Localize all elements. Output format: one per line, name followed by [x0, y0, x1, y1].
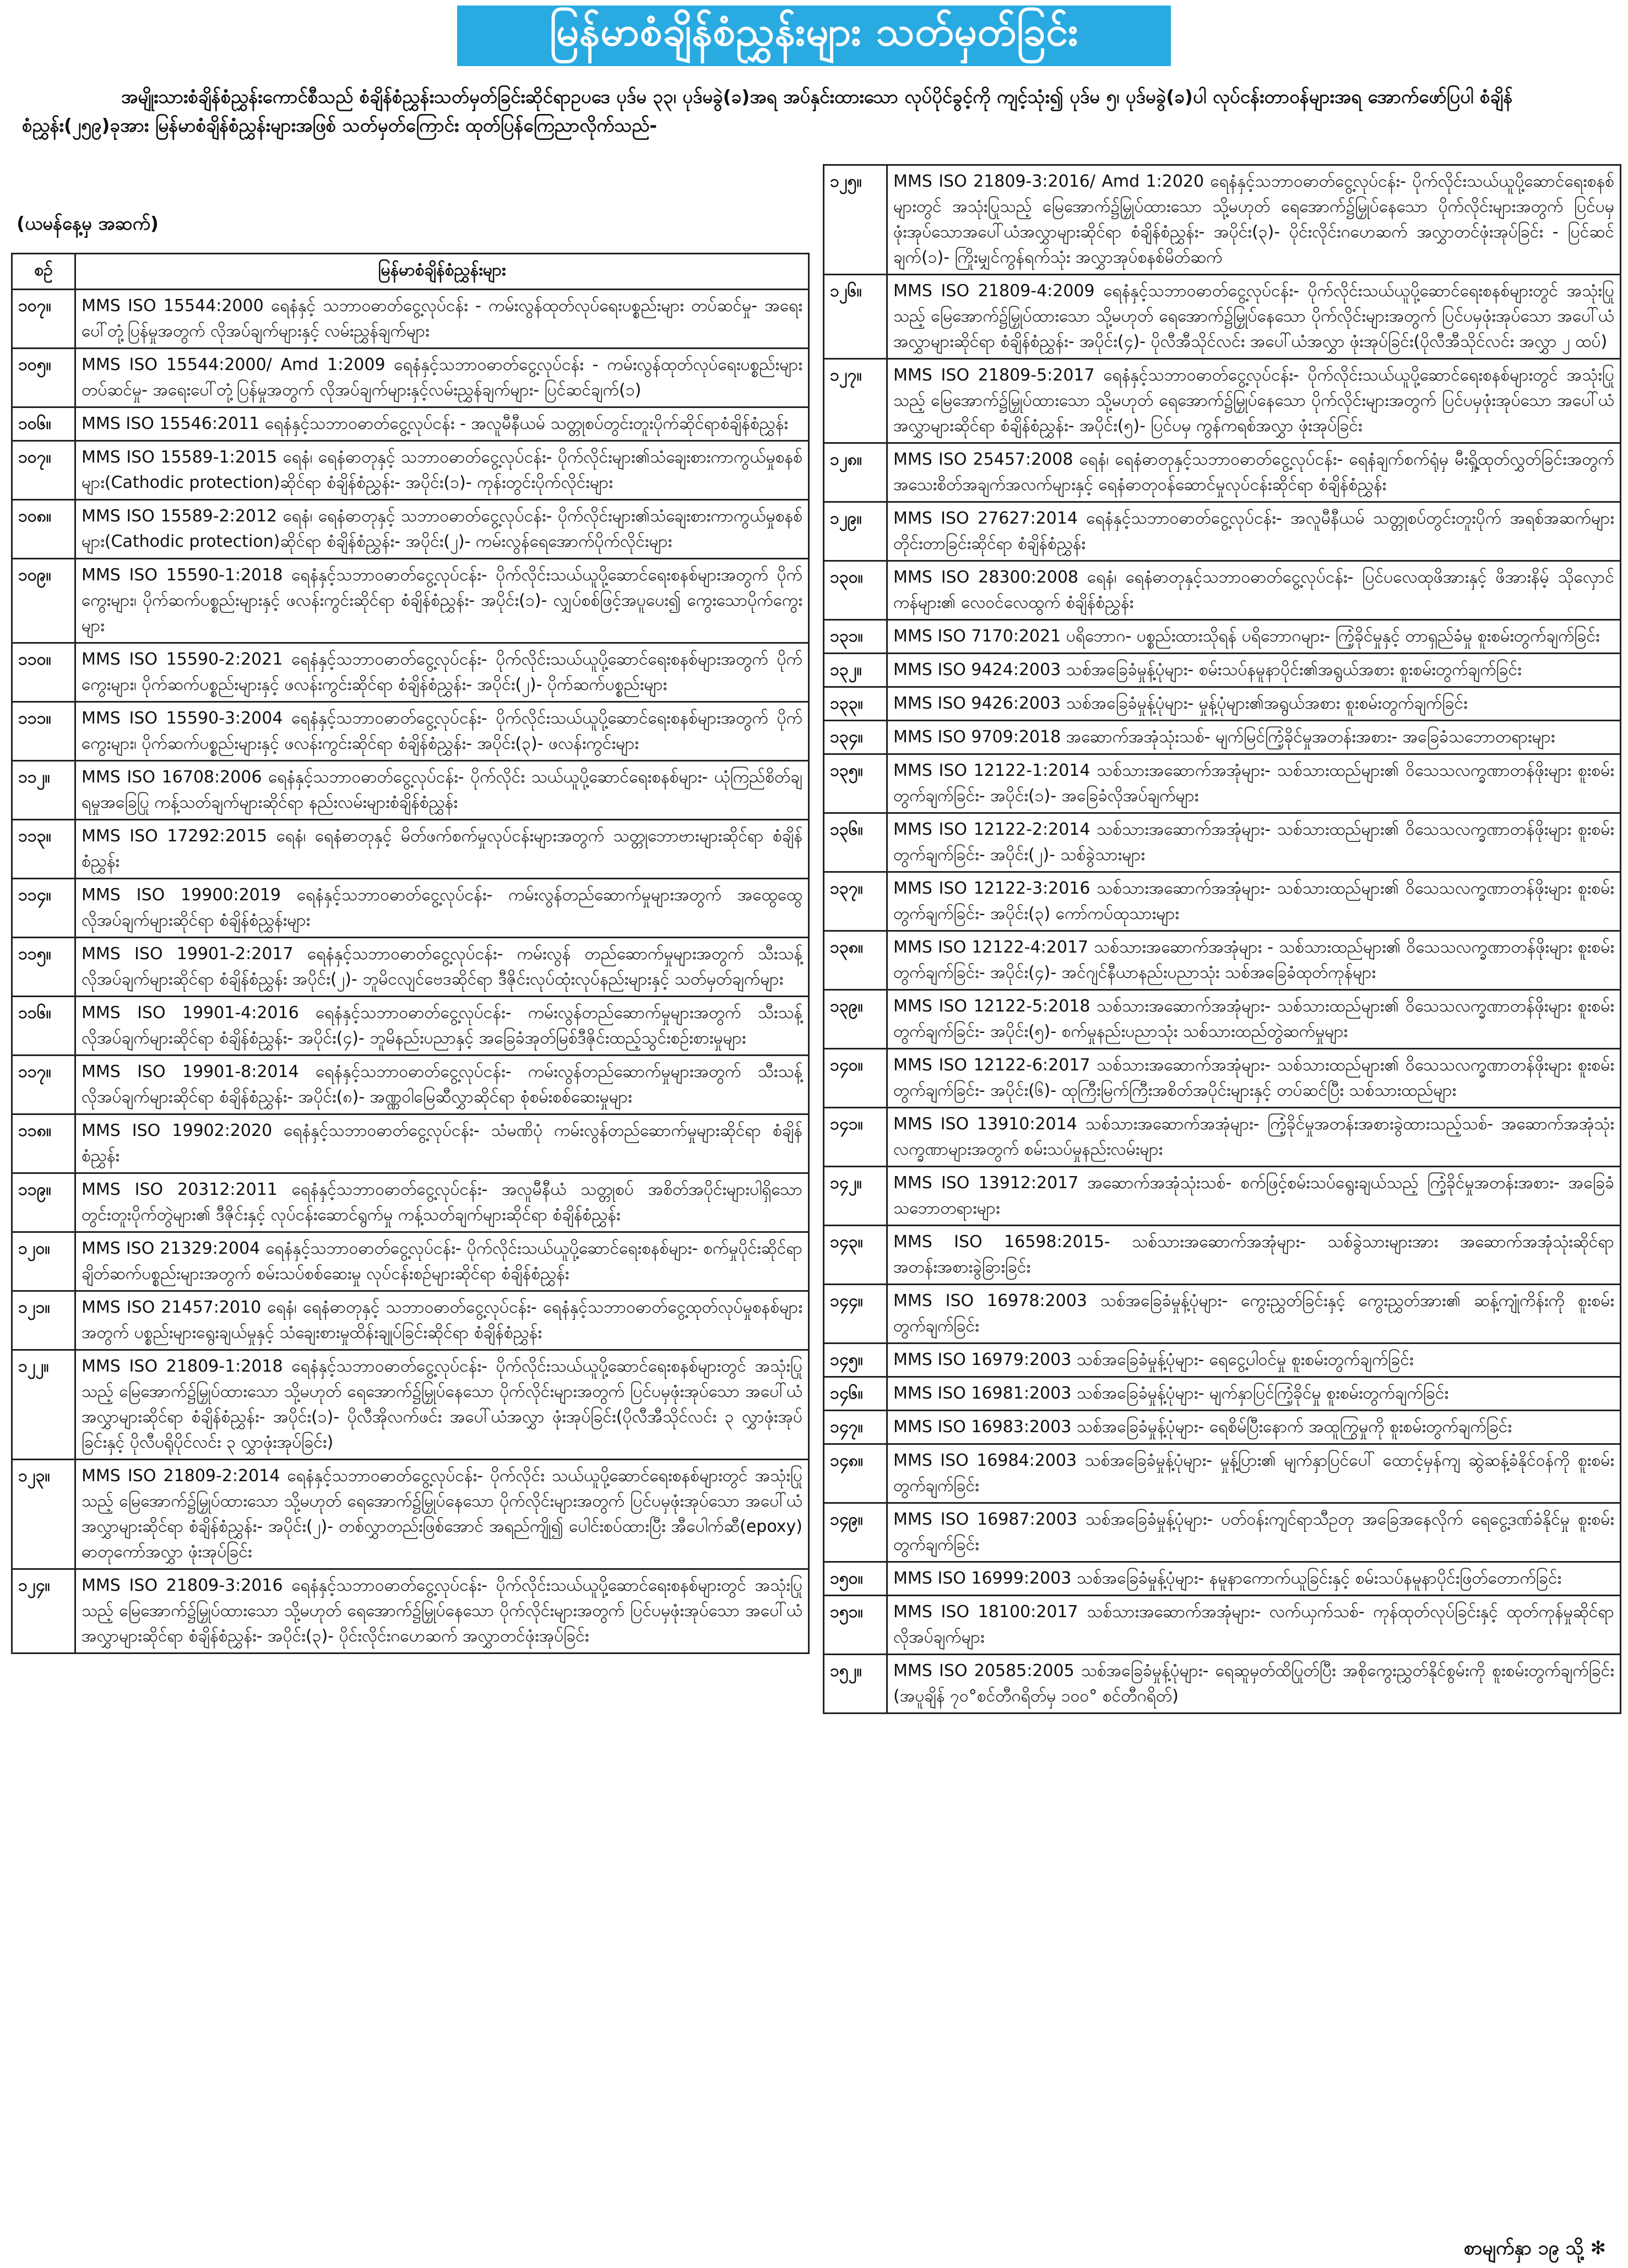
table-row	[824, 275, 1621, 359]
row-number: ၁၁၇။	[12, 1056, 75, 1114]
row-number: ၁၂၃။	[12, 1460, 75, 1569]
standard-title: MMS ISO 19900:2019 ရေနံနှင့်သဘာဝဓာတ်ငွေ့လုပ်ငန်း- ကမ်းလွန်တည်ဆောက်မှုများအတွက် အထွေထွေလိုအပ်ချက်များဆိုင်ရာ စံချိန်စံညွှန်းများ	[75, 879, 809, 938]
continued-page-note: စာမျက်နှာ ၁၉ သို့ ✻	[1464, 2237, 1606, 2259]
table-row	[12, 879, 809, 938]
table-row	[12, 1569, 809, 1654]
standard-title: MMS ISO 15546:2011 ရေနံနှင့်သဘာဝဓာတ်ငွေ့လုပ်ငန်း - အလူမီနီယမ် သတ္တုစပ်တွင်းတူးပိုက်ဆိုင်ရာစံချိန်စံညွှန်း	[75, 407, 809, 441]
standard-title: MMS ISO 16987:2003 သစ်အခြေခံမှုန့်ပုံများ- ပတ်ဝန်းကျင်ရာသီဥတု အခြေအနေလိုက် ရေငွေ့ဒဏ်ခံနိုင်မှု စူးစမ်းတွက်ချက်ခြင်း	[887, 1503, 1621, 1562]
table-row	[824, 1596, 1621, 1655]
row-number: ၁၄၈။	[824, 1444, 887, 1503]
row-number: ၁၄၂။	[824, 1167, 887, 1226]
table-row	[12, 559, 809, 643]
table-row	[824, 754, 1621, 813]
row-number: ၁၂၉။	[824, 502, 887, 561]
standard-title: MMS ISO 16979:2003 သစ်အခြေခံမှုန့်ပုံများ- ရေငွေ့ပါဝင်မှု စူးစမ်းတွက်ချက်ခြင်း	[887, 1344, 1621, 1377]
standard-title: MMS ISO 27627:2014 ရေနံနှင့်သဘာဝဓာတ်ငွေ့လုပ်ငန်း- အလူမီနီယမ် သတ္တုစပ်တွင်းတူးပိုက် အရစ်အဆက်များ တိုင်းတာခြင်းဆိုင်ရာ စံချိန်စံညွှန်း	[887, 502, 1621, 561]
table-row	[12, 1114, 809, 1173]
row-number: ၁၂၁။	[12, 1291, 75, 1350]
table-row	[824, 1377, 1621, 1411]
table-row	[12, 997, 809, 1056]
standard-title: MMS ISO 19901-8:2014 ရေနံနှင့်သဘာဝဓာတ်ငွေ့လုပ်ငန်း- ကမ်းလွန်တည်ဆောက်မှုများအတွက် သီးသန့်လိုအပ်ချက်များဆိုင်ရာ စံချိန်စံညွှန်း- အပိုင်း(၈)- အဏ္ဏဝါမြေဆီလွှာဆိုင်ရာ စုံစမ်းစစ်ဆေးမှုများ	[75, 1056, 809, 1114]
standard-title: MMS ISO 25457:2008 ရေနံ၊ ရေနံဓာတုနှင့်သဘာဝဓာတ်ငွေ့လုပ်ငန်း- ရေနံချက်စက်ရုံမှ မီးရှို့ထုတ်လွှတ်ခြင်းအတွက် အသေးစိတ်အချက်အလက်များနှင့် ရေနံဓာတုဝန်ဆောင်မှုလုပ်ငန်းဆိုင်ရာ စံချိန်စံညွှန်း	[887, 443, 1621, 502]
standard-title: MMS ISO 16999:2003 သစ်အခြေခံမှုန့်ပုံများ- နမူနာကောက်ယူခြင်းနှင့် စမ်းသပ်နမူနာပိုင်းဖြတ်တောက်ခြင်း	[887, 1562, 1621, 1596]
table-row	[12, 1056, 809, 1114]
table-row	[824, 654, 1621, 687]
row-number: ၁၀၆။	[12, 407, 75, 441]
header-no: စဉ်	[12, 254, 75, 290]
table-row	[824, 1108, 1621, 1167]
standard-title: MMS ISO 21809-4:2009 ရေနံနှင့်သဘာဝဓာတ်ငွေ့လုပ်ငန်း- ပိုက်လိုင်းသယ်ယူပို့ဆောင်ရေးစနစ်များတွင် အသုံးပြုသည့် မြေအောက်၌မြှုပ်ထားသော သို့မဟုတ် ရေအောက်၌မြှုပ်နေသော ပိုက်လိုင်းများအတွက် ပြင်ပမှဖုံးအုပ်သော အပေါ်ယံအလွှာများဆိုင်ရာ စံချိန်စံညွှန်း- အပိုင်း(၄)- ပိုလီအီသိုင်လင်း အပေါ်ယံအလွှာ ဖုံးအုပ်ခြင်း(ပိုလီအီသိုင်လင်း အလွှာ ၂ ထပ်)	[887, 275, 1621, 359]
table-row	[824, 359, 1621, 443]
row-number: ၁၁၃။	[12, 820, 75, 879]
row-number: ၁၁၅။	[12, 938, 75, 997]
row-number: ၁၀၇။	[12, 441, 75, 500]
row-number: ၁၀၉။	[12, 559, 75, 643]
standard-title: MMS ISO 21809-3:2016 ရေနံနှင့်သဘာဝဓာတ်ငွေ့လုပ်ငန်း- ပိုက်လိုင်းသယ်ယူပို့ဆောင်ရေးစနစ်များတွင် အသုံးပြုသည့် မြေအောက်၌မြှုပ်ထားသော သို့မဟုတ် ရေအောက်၌မြှုပ်နေသော ပိုက်လိုင်းများအတွက် ပြင်ပမှဖုံးအုပ်သော အပေါ်ယံအလွှာများဆိုင်ရာ စံချိန်စံညွှန်း- အပိုင်း(၃)- ပိုင်းလိုင်းဂဟေဆက် အလွှာတင်ဖုံးအုပ်ခြင်း	[75, 1569, 809, 1654]
table-row	[12, 500, 809, 559]
row-number: ၁၃၄။	[824, 721, 887, 754]
row-number: ၁၃၀။	[824, 561, 887, 620]
row-number: ၁၃၈။	[824, 931, 887, 990]
standard-title: MMS ISO 16708:2006 ရေနံနှင့်သဘာဝဓာတ်ငွေ့လုပ်ငန်း- ပိုက်လိုင်း သယ်ယူပို့ဆောင်ရေးစနစ်များ- ယုံကြည်စိတ်ချရမှုအခြေပြု ကန့်သတ်ချက်များဆိုင်ရာ နည်းလမ်းများစံချိန်စံညွှန်း	[75, 761, 809, 820]
table-row	[824, 1049, 1621, 1108]
row-number: ၁၀၇။	[12, 290, 75, 349]
standard-title: MMS ISO 15590-1:2018 ရေနံနှင့်သဘာဝဓာတ်ငွေ့လုပ်ငန်း- ပိုက်လိုင်းသယ်ယူပို့ဆောင်ရေးစနစ်များအတွက် ပိုက်ကွေးများ၊ ပိုက်ဆက်ပစ္စည်းများနှင့် ဖလန်းကွင်းဆိုင်ရာ စံချိန်စံညွှန်း- အပိုင်း(၁)- လျှပ်စစ်ဖြင့်အပူပေး၍ ကွေးသောပိုက်ကွေးများ	[75, 559, 809, 643]
table-row	[824, 990, 1621, 1049]
row-number: ၁၅၀။	[824, 1562, 887, 1596]
table-row	[824, 1411, 1621, 1444]
row-number: ၁၁၄။	[12, 879, 75, 938]
row-number: ၁၄၇။	[824, 1411, 887, 1444]
row-number: ၁၀၈။	[12, 500, 75, 559]
standard-title: MMS ISO 9426:2003 သစ်အခြေခံမှုန့်ပုံများ- မှုန့်ပုံများ၏အရွယ်အစား စူးစမ်းတွက်ချက်ခြင်း	[887, 687, 1621, 721]
standard-title: MMS ISO 13912:2017 အဆောက်အအုံသုံးသစ်- စက်ဖြင့်စမ်းသပ်ရွေးချယ်သည့် ကြံ့ခိုင်မှုအတန်းအစား- အခြေခံသဘောတရားများ	[887, 1167, 1621, 1226]
standard-title: MMS ISO 28300:2008 ရေနံ၊ ရေနံဓာတုနှင့်သဘာဝဓာတ်ငွေ့လုပ်ငန်း- ပြင်ပလေထုဖိအားနှင့် ဖိအားနိမ့် သိုလှောင်ကန်များ၏ လေဝင်လေထွက် စံချိန်စံညွှန်း	[887, 561, 1621, 620]
table-row	[12, 938, 809, 997]
row-number: ၁၄၃။	[824, 1226, 887, 1285]
standard-title: MMS ISO 15544:2000 ရေနံနှင့် သဘာဝဓာတ်ငွေ့လုပ်ငန်း - ကမ်းလွန်ထုတ်လုပ်ရေးပစ္စည်းများ တပ်ဆင်မှု- အရေးပေါ်တုံ့ပြန်မှုအတွက် လိုအပ်ချက်များနှင့် လမ်းညွှန်ချက်များ	[75, 290, 809, 349]
table-row	[824, 1444, 1621, 1503]
standard-title: MMS ISO 12122-2:2014 သစ်သားအဆောက်အအုံများ- သစ်သားထည်များ၏ ဝိသေသလက္ခဏာတန်ဖိုးများ စူးစမ်းတွက်ချက်ခြင်း- အပိုင်း(၂)- သစ်ခွဲသားများ	[887, 813, 1621, 872]
standard-title: MMS ISO 13910:2014 သစ်သားအဆောက်အအုံများ- ကြံ့ခိုင်မှုအတန်းအစားခွဲထားသည့်သစ်- အဆောက်အအုံသုံး လက္ခဏာများအတွက် စမ်းသပ်မှုနည်းလမ်းများ	[887, 1108, 1621, 1167]
table-row	[12, 441, 809, 500]
standard-title: MMS ISO 15590-3:2004 ရေနံနှင့်သဘာဝဓာတ်ငွေ့လုပ်ငန်း- ပိုက်လိုင်းသယ်ယူပို့ဆောင်ရေးစနစ်များအတွက် ပိုက်ကွေးများ၊ ပိုက်ဆက်ပစ္စည်းများနှင့် ဖလန်းကွင်းဆိုင်ရာ စံချိန်စံညွှန်း- အပိုင်း(၃)- ဖလန်းကွင်းများ	[75, 702, 809, 761]
table-row	[824, 1655, 1621, 1714]
table-row	[824, 872, 1621, 931]
row-number: ၁၄၉။	[824, 1503, 887, 1562]
standard-title: MMS ISO 16978:2003 သစ်အခြေခံမှုန့်ပုံများ- ကွေးညွှတ်ခြင်းနှင့် ကွေးညွှတ်အား၏ ဆန့်ကျုံကိန်းကို စူးစမ်းတွက်ချက်ခြင်း	[887, 1285, 1621, 1344]
row-number: ၁၅၂။	[824, 1655, 887, 1714]
table-row	[12, 820, 809, 879]
standard-title: MMS ISO 12122-5:2018 သစ်သားအဆောက်အအုံများ- သစ်သားထည်များ၏ ဝိသေသလက္ခဏာတန်ဖိုးများ စူးစမ်းတွက်ချက်ခြင်း- အပိုင်း(၅)- စက်မှုနည်းပညာသုံး သစ်သားထည်တွဲဆက်မှုများ	[887, 990, 1621, 1049]
standards-table-right	[823, 164, 1621, 1714]
row-number: ၁၀၅။	[12, 349, 75, 407]
table-row	[12, 1291, 809, 1350]
table-row	[824, 687, 1621, 721]
table-row	[824, 721, 1621, 754]
standard-title: MMS ISO 16984:2003 သစ်အခြေခံမှုန့်ပုံများ- မှုန့်ပြား၏ မျက်နှာပြင်ပေါ် ထောင့်မှန်ကျ ဆွဲဆန့်ခံနိုင်ဝန်ကို စူးစမ်းတွက်ချက်ခြင်း	[887, 1444, 1621, 1503]
table-row	[12, 407, 809, 441]
standard-title: MMS ISO 9709:2018 အဆောက်အအုံသုံးသစ်- မျက်မြင်ကြံ့ခိုင်မှုအတန်းအစား- အခြေခံသဘောတရားများ	[887, 721, 1621, 754]
row-number: ၁၁၁။	[12, 702, 75, 761]
standard-title: MMS ISO 18100:2017 သစ်သားအဆောက်အအုံများ- လက်ယှက်သစ်- ကုန်ထုတ်လုပ်ခြင်းနှင့် ထုတ်ကုန်မှုဆိုင်ရာလိုအပ်ချက်များ	[887, 1596, 1621, 1655]
standard-title: MMS ISO 15589-2:2012 ရေနံ၊ ရေနံဓာတုနှင့် သဘာဝဓာတ်ငွေ့လုပ်ငန်း- ပိုက်လိုင်းများ၏သံချေးစားကာကွယ်မှုစနစ်များ(Cathodic protection)ဆိုင်ရာ စံချိန်စံညွှန်း- အပိုင်း(၂)- ကမ်းလွန်ရေအောက်ပိုက်လိုင်းများ	[75, 500, 809, 559]
row-number: ၁၅၁။	[824, 1596, 887, 1655]
standard-title: MMS ISO 19901-2:2017 ရေနံနှင့်သဘာဝဓာတ်ငွေ့လုပ်ငန်း- ကမ်းလွန် တည်ဆောက်မှုများအတွက် သီးသန့်လိုအပ်ချက်များဆိုင်ရာ စံချိန်စံညွှန်း အပိုင်း(၂)- ဘူမိငလျင်ဗေဒဆိုင်ရာ ဒီဇိုင်းလုပ်ထုံးလုပ်နည်းများနှင့် သတ်မှတ်ချက်များ	[75, 938, 809, 997]
standard-title: MMS ISO 21329:2004 ရေနံနှင့်သဘာဝဓာတ်ငွေ့လုပ်ငန်း- ပိုက်လိုင်းသယ်ယူပို့ဆောင်ရေးစနစ်များ- စက်မှုပိုင်းဆိုင်ရာ ချိတ်ဆက်ပစ္စည်းများအတွက် စမ်းသပ်စစ်ဆေးမှု လုပ်ငန်းစဉ်များဆိုင်ရာ စံချိန်စံညွှန်း	[75, 1232, 809, 1291]
row-number: ၁၃၆။	[824, 813, 887, 872]
standards-table-left	[11, 211, 810, 1654]
standard-title: MMS ISO 16598:2015- သစ်သားအဆောက်အအုံများ- သစ်ခွဲသားများအား အဆောက်အအုံသုံးဆိုင်ရာ အတန်းအစားခွဲခြားခြင်း	[887, 1226, 1621, 1285]
row-number: ၁၁၈။	[12, 1114, 75, 1173]
table-row	[12, 1460, 809, 1569]
row-number: ၁၄၀။	[824, 1049, 887, 1108]
header-name: မြန်မာစံချိန်စံညွှန်းများ	[75, 254, 809, 290]
row-number: ၁၃၅။	[824, 754, 887, 813]
row-number: ၁၃၇။	[824, 872, 887, 931]
standard-title: MMS ISO 9424:2003 သစ်အခြေခံမှုန့်ပုံများ- စမ်းသပ်နမူနာပိုင်း၏အရွယ်အစား စူးစမ်းတွက်ချက်ခြင်း	[887, 654, 1621, 687]
intro-paragraph: အမျိုးသားစံချိန်စံညွှန်းကောင်စီသည် စံချိန်စံညွှန်းသတ်မှတ်ခြင်းဆိုင်ရာဥပဒေ ပုဒ်မ ၃၃၊ ပုဒ်မခွဲ(ခ)အရ အပ်နှင်းထားသော လုပ်ပိုင်ခွင့်ကို ကျင့်သုံး၍ ပုဒ်မ ၅၊ ပုဒ်မခွဲ(ခ)ပါ လုပ်ငန်းတာဝန်များအရ အောက်ဖော်ပြပါ စံချိန်စံညွှန်း(၂၅၉)ခုအား မြန်မာစံချိန်စံညွှန်းများအဖြစ် သတ်မှတ်ကြောင်း ထုတ်ပြန်ကြေညာလိုက်သည်-	[22, 86, 1513, 136]
standard-title: MMS ISO 12122-3:2016 သစ်သားအဆောက်အအုံများ- သစ်သားထည်များ၏ ဝိသေသလက္ခဏာတန်ဖိုးများ စူးစမ်းတွက်ချက်ခြင်း- အပိုင်း(၃) ကော်ကပ်ထုသားများ	[887, 872, 1621, 931]
standard-title: MMS ISO 17292:2015 ရေနံ၊ ရေနံဓာတုနှင့် မိတ်ဖက်စက်မှုလုပ်ငန်းများအတွက် သတ္တုဘောဗားများဆိုင်ရာ စံချိန်စံညွှန်း	[75, 820, 809, 879]
table-row	[824, 1562, 1621, 1596]
table-row	[824, 1285, 1621, 1344]
standard-title: MMS ISO 21809-3:2016/ Amd 1:2020 ရေနံနှင့်သဘာဝဓာတ်ငွေ့လုပ်ငန်း- ပိုက်လိုင်းသယ်ယူပို့ဆောင်ရေးစနစ်များတွင် အသုံးပြုသည့် မြေအောက်၌မြှုပ်ထားသော သို့မဟုတ် ရေအောက်၌မြှုပ်နေသော ပိုက်လိုင်းများအတွက် ပြင်ပမှ ဖုံးအုပ်သောအပေါ်ယံအလွှာများဆိုင်ရာ စံချိန်စံညွှန်း- အပိုင်း(၃)- ပိုင်းလိုင်းဂဟေဆက် အလွှာတင်ဖုံးအုပ်ခြင်း - ပြင်ဆင်ချက်(၁)- ကြိုးမျှင်ကွန်ရက်သုံး အလွှာအုပ်စနစ်မိတ်ဆက်	[887, 165, 1621, 275]
row-number: ၁၂၄။	[12, 1569, 75, 1654]
table-row	[824, 813, 1621, 872]
standard-title: MMS ISO 15589-1:2015 ရေနံ၊ ရေနံဓာတုနှင့် သဘာဝဓာတ်ငွေ့လုပ်ငန်း- ပိုက်လိုင်းများ၏သံချေးစားကာကွယ်မှုစနစ်များ(Cathodic protection)ဆိုင်ရာ စံချိန်စံညွှန်း- အပိုင်း(၁)- ကုန်းတွင်းပိုက်လိုင်းများ	[75, 441, 809, 500]
standard-title: MMS ISO 7170:2021 ပရိဘောဂ- ပစ္စည်းထားသိုရန် ပရိဘောဂများ- ကြံ့ခိုင်မှုနှင့် တာရှည်ခံမှု စူးစမ်းတွက်ချက်ခြင်း	[887, 620, 1621, 654]
standard-title: MMS ISO 16981:2003 သစ်အခြေခံမှုန့်ပုံများ- မျက်နှာပြင်ကြံ့ခိုင်မှု စူးစမ်းတွက်ချက်ခြင်း	[887, 1377, 1621, 1411]
table-row	[824, 931, 1621, 990]
table-row	[12, 1232, 809, 1291]
page-title: မြန်မာစံချိန်စံညွှန်းများ သတ်မှတ်ခြင်း	[457, 6, 1171, 66]
row-number: ၁၄၄။	[824, 1285, 887, 1344]
row-number: ၁၁၉။	[12, 1173, 75, 1232]
row-number: ၁၂၂။	[12, 1350, 75, 1460]
row-number: ၁၃၉။	[824, 990, 887, 1049]
table-row	[12, 349, 809, 407]
standard-title: MMS ISO 15590-2:2021 ရေနံနှင့်သဘာဝဓာတ်ငွေ့လုပ်ငန်း- ပိုက်လိုင်းသယ်ယူပို့ဆောင်ရေးစနစ်များအတွက် ပိုက်ကွေးများ၊ ပိုက်ဆက်ပစ္စည်းများနှင့် ဖလန်းကွင်းဆိုင်ရာ စံချိန်စံညွှန်း- အပိုင်း(၂)- ပိုက်ဆက်ပစ္စည်းများ	[75, 643, 809, 702]
table-row	[12, 702, 809, 761]
table-row	[12, 290, 809, 349]
table-row	[12, 1173, 809, 1232]
row-number: ၁၃၂။	[824, 654, 887, 687]
table-row	[824, 1226, 1621, 1285]
standard-title: MMS ISO 21457:2010 ရေနံ၊ ရေနံဓာတုနှင့် သဘာဝဓာတ်ငွေ့လုပ်ငန်း- ရေနံနှင့်သဘာဝဓာတ်ငွေ့ထုတ်လုပ်မှုစနစ်များအတွက် ပစ္စည်းများရွေးချယ်မှုနှင့် သံချေးစားမှုထိန်းချုပ်ခြင်းဆိုင်ရာ စံချိန်စံညွှန်း	[75, 1291, 809, 1350]
standard-title: MMS ISO 20312:2011 ရေနံနှင့်သဘာဝဓာတ်ငွေ့လုပ်ငန်း- အလူမီနီယံ သတ္တုစပ် အစိတ်အပိုင်းများပါရှိသော တွင်းတူးပိုက်တွဲများ၏ ဒီဇိုင်းနှင့် လုပ်ငန်းဆောင်ရွက်မှု ကန့်သတ်ချက်များဆိုင်ရာ စံချိန်စံညွှန်း	[75, 1173, 809, 1232]
table-row	[12, 643, 809, 702]
standard-title: MMS ISO 20585:2005 သစ်အခြေခံမှုန့်ပုံများ- ရေဆူမှတ်ထိပြုတ်ပြီး အစိုကွေးညွှတ်နိုင်စွမ်းကို စူးစမ်းတွက်ချက်ခြင်း (အပူချိန် ၇၀°စင်တီဂရိတ်မှ ၁၀၀° စင်တီဂရိတ်)	[887, 1655, 1621, 1714]
row-number: ၁၃၁။	[824, 620, 887, 654]
row-number: ၁၃၃။	[824, 687, 887, 721]
row-number: ၁၄၅။	[824, 1344, 887, 1377]
row-number: ၁၂၀။	[12, 1232, 75, 1291]
row-number: ၁၂၆။	[824, 275, 887, 359]
standard-title: MMS ISO 12122-1:2014 သစ်သားအဆောက်အအုံများ- သစ်သားထည်များ၏ ဝိသေသလက္ခဏာတန်ဖိုးများ စူးစမ်းတွက်ချက်ခြင်း- အပိုင်း(၁)- အခြေခံလိုအပ်ချက်များ	[887, 754, 1621, 813]
table-row	[12, 761, 809, 820]
table-row	[824, 620, 1621, 654]
table-row	[824, 561, 1621, 620]
standard-title: MMS ISO 12122-4:2017 သစ်သားအဆောက်အအုံများ - သစ်သားထည်များ၏ ဝိသေသလက္ခဏာတန်ဖိုးများ စူးစမ်းတွက်ချက်ခြင်း- အပိုင်း(၄)- အင်ဂျင်နီယာနည်းပညာသုံး သစ်အခြေခံထုတ်ကုန်များ	[887, 931, 1621, 990]
standard-title: MMS ISO 15544:2000/ Amd 1:2009 ရေနံနှင့်သဘာဝဓာတ်ငွေ့လုပ်ငန်း - ကမ်းလွန်ထုတ်လုပ်ရေးပစ္စည်းများတပ်ဆင်မှု- အရေးပေါ်တုံ့ပြန်မှုအတွက် လိုအပ်ချက်များနှင့်လမ်းညွှန်ချက်များ- ပြင်ဆင်ချက်(၁)	[75, 349, 809, 407]
table-row	[12, 1350, 809, 1460]
table-row	[824, 502, 1621, 561]
row-number: ၁၁၂။	[12, 761, 75, 820]
row-number: ၁၂၅။	[824, 165, 887, 275]
standard-title: MMS ISO 21809-2:2014 ရေနံနှင့်သဘာဝဓာတ်ငွေ့လုပ်ငန်း- ပိုက်လိုင်း သယ်ယူပို့ဆောင်ရေးစနစ်များတွင် အသုံးပြုသည့် မြေအောက်၌မြှုပ်ထားသော သို့မဟုတ် ရေအောက်၌မြှုပ်နေသော ပိုက်လိုင်းများအတွက် ပြင်ပမှဖုံးအုပ်သော အပေါ်ယံအလွှာများဆိုင်ရာ စံချိန်စံညွှန်း- အပိုင်း(၂)- တစ်လွှာတည်းဖြစ်အောင် အရည်ကျို၍ ပေါင်းစပ်ထားပြီး အီပေါက်ဆီ(epoxy) ဓာတုကော်အလွှာ ဖုံးအုပ်ခြင်း	[75, 1460, 809, 1569]
row-number: ၁၁၆။	[12, 997, 75, 1056]
table-row	[824, 1503, 1621, 1562]
standard-title: MMS ISO 21809-5:2017 ရေနံနှင့်သဘာဝဓာတ်ငွေ့လုပ်ငန်း- ပိုက်လိုင်းသယ်ယူပို့ဆောင်ရေးစနစ်များတွင် အသုံးပြုသည့် မြေအောက်၌မြှုပ်ထားသော သို့မဟုတ် ရေအောက်၌မြှုပ်နေသော ပိုက်လိုင်းများအတွက် ပြင်ပမှဖုံးအုပ်သော အပေါ်ယံအလွှာများဆိုင်ရာ စံချိန်စံညွှန်း- အပိုင်း(၅)- ပြင်ပမှ ကွန်ကရစ်အလွှာ ဖုံးအုပ်ခြင်း	[887, 359, 1621, 443]
row-number: ၁၂၇။	[824, 359, 887, 443]
continued-label: (ယမန်နေ့မှ အဆက်)	[17, 213, 159, 234]
table-row	[824, 165, 1621, 275]
table-row	[824, 1344, 1621, 1377]
standard-title: MMS ISO 16983:2003 သစ်အခြေခံမှုန့်ပုံများ- ရေစိမ်ပြီးနောက် အထူကြွမှုကို စူးစမ်းတွက်ချက်ခြင်း	[887, 1411, 1621, 1444]
row-number: ၁၄၆။	[824, 1377, 887, 1411]
standard-title: MMS ISO 12122-6:2017 သစ်သားအဆောက်အအုံများ- သစ်သားထည်များ၏ ဝိသေသလက္ခဏာတန်ဖိုးများ စူးစမ်းတွက်ချက်ခြင်း- အပိုင်း(၆)- ထုကြီးမြက်ကြီးအစိတ်အပိုင်းများနှင့် တပ်ဆင်ပြီး သစ်သားထည်များ	[887, 1049, 1621, 1108]
standard-title: MMS ISO 19901-4:2016 ရေနံနှင့်သဘာဝဓာတ်ငွေ့လုပ်ငန်း- ကမ်းလွန်တည်ဆောက်မှုများအတွက် သီးသန့်လိုအပ်ချက်များဆိုင်ရာ စံချိန်စံညွှန်း- အပိုင်း(၄)- ဘူမိနည်းပညာနှင့် အခြေခံအုတ်မြစ်ဒီဇိုင်းထည့်သွင်းစဉ်းစားမှုများ	[75, 997, 809, 1056]
table-row	[824, 1167, 1621, 1226]
standard-title: MMS ISO 19902:2020 ရေနံနှင့်သဘာဝဓာတ်ငွေ့လုပ်ငန်း- သံမဏိပုံ ကမ်းလွန်တည်ဆောက်မှုများဆိုင်ရာ စံချိန်စံညွှန်း	[75, 1114, 809, 1173]
row-number: ၁၁၀။	[12, 643, 75, 702]
row-number: ၁၄၁။	[824, 1108, 887, 1167]
row-number: ၁၂၈။	[824, 443, 887, 502]
standard-title: MMS ISO 21809-1:2018 ရေနံနှင့်သဘာဝဓာတ်ငွေ့လုပ်ငန်း- ပိုက်လိုင်းသယ်ယူပို့ဆောင်ရေးစနစ်များတွင် အသုံးပြုသည့် မြေအောက်၌မြှုပ်ထားသော သို့မဟုတ် ရေအောက်၌မြှုပ်နေသော ပိုက်လိုင်းများအတွက် ပြင်ပမှဖုံးအုပ်သော အပေါ်ယံအလွှာများဆိုင်ရာ စံချိန်စံညွှန်း- အပိုင်း(၁)- ပိုလီအိုလက်ဖင်း အပေါ်ယံအလွှာ ဖုံးအုပ်ခြင်း(ပိုလီအီသိုင်လင်း ၃ လွှာဖုံးအုပ်ခြင်းနှင့် ပိုလီပရိုပိုင်လင်း ၃ လွှာဖုံးအုပ်ခြင်း)	[75, 1350, 809, 1460]
table-row	[824, 443, 1621, 502]
